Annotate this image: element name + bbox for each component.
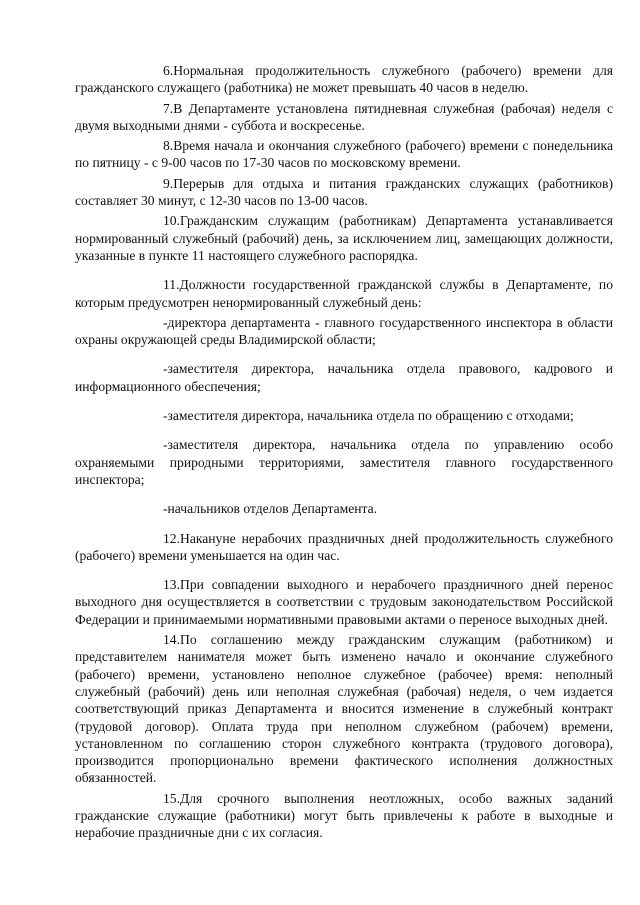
paragraph-text: По соглашению между гражданским служащим (работником) и представителем нанимателя может быть изменено начало и окончание служебного (рабочего) времени, установлено неполное служебное (рабочее) время: неполный служебный (рабочий) день или неполная служебная (рабочая) неделя, о чем издается соответствующий приказ Департамента и вносится изменение в служебный контракт (трудовой договор). Оплата труда при неполном служебном (рабочем) времени, установленном по соглашению сторон служебного контракта (трудового договора), производится пропорционально времени фактического исполнения должностных обязанностей. bbox=[75, 632, 613, 786]
paragraph-text: Накануне нерабочих праздничных дней продолжительность служебного (рабочего) времени уменьшается на один час. bbox=[75, 530, 613, 563]
paragraph-text: Нормальная продолжительность служебного (рабочего) времени для гражданского служащего (работника) не может превышать 40 часов в неделю. bbox=[75, 63, 613, 96]
list-item-text: начальников отделов Департамента. bbox=[167, 501, 378, 517]
paragraph-12 bbox=[75, 530, 613, 565]
paragraph-number: 15. bbox=[163, 790, 180, 806]
paragraph-14 bbox=[75, 631, 613, 787]
list-dash: - bbox=[163, 501, 168, 517]
list-dash: - bbox=[163, 314, 168, 330]
paragraph-13 bbox=[75, 576, 613, 628]
paragraph-number: 14. bbox=[163, 632, 180, 648]
list-dash: - bbox=[163, 408, 168, 424]
paragraph-number: 9. bbox=[163, 175, 174, 191]
list-item-director bbox=[75, 314, 613, 349]
paragraph-6 bbox=[75, 62, 613, 97]
paragraph-9 bbox=[75, 175, 613, 210]
paragraph-text: Время начала и окончания служебного (рабочего) времени с понедельника по пятницу - с 9-00 часов по 17-30 часов по московскому времени. bbox=[75, 138, 613, 171]
list-item-text: заместителя директора, начальника отдела по управлению особо охраняемыми природными территориями, заместителя главного государственного инспектора; bbox=[75, 437, 613, 487]
paragraph-number: 6. bbox=[163, 63, 174, 78]
paragraph-number: 13. bbox=[163, 577, 180, 593]
paragraph-number: 12. bbox=[163, 530, 180, 546]
list-item-text: директора департамента - главного государственного инспектора в области охраны окружающей среды Владимирской области; bbox=[75, 314, 613, 348]
list-item-deputy-waste bbox=[75, 407, 613, 424]
paragraph-text: Перерыв для отдыха и питания гражданских служащих (работников) составляет 30 минут, с 12-30 часов по 13-00 часов. bbox=[75, 175, 613, 209]
list-item-deputy-legal bbox=[75, 360, 613, 395]
paragraph-text: Для срочного выполнения неотложных, особо важных заданий гражданские служащие (работники) могут быть привлечены к работе в выходные и нерабочие праздничные дни с их согласия. bbox=[75, 790, 613, 841]
paragraph-number: 10. bbox=[163, 213, 180, 229]
paragraph-15 bbox=[75, 790, 613, 842]
paragraph-text: В Департаменте установлена пятидневная служебная (рабочая) неделя с двумя выходными днями - суббота и воскресенье. bbox=[75, 100, 613, 133]
paragraph-number: 8. bbox=[163, 138, 174, 154]
list-item-text: заместителя директора, начальника отдела правового, кадрового и информационного обеспечения; bbox=[75, 361, 613, 394]
paragraph-8 bbox=[75, 137, 613, 172]
paragraph-text: Должности государственной гражданской службы в Департаменте, по которым предусмотрен ненормированный служебный день: bbox=[75, 277, 613, 310]
paragraph-number: 7. bbox=[163, 100, 174, 116]
list-dash: - bbox=[163, 437, 168, 453]
list-item-text: заместителя директора, начальника отдела по обращению с отходами; bbox=[167, 408, 574, 424]
list-item-department-heads bbox=[75, 500, 613, 517]
paragraph-10 bbox=[75, 212, 613, 264]
paragraph-text: Гражданским служащим (работникам) Департамента устанавливается нормированный служебный (рабочий) день, за исключением лиц, замещающих должности, указанные в пункте 11 настоящего служебного распорядка. bbox=[75, 213, 613, 263]
paragraph-number: 11. bbox=[163, 277, 180, 293]
paragraph-text: При совпадении выходного и нерабочего праздничного дней перенос выходного дня осуществляется в соответствии с трудовым законодательством Российской Федерации и принимаемыми нормативными правовыми актами о переносе выходных дней. bbox=[75, 577, 613, 627]
list-dash: - bbox=[163, 361, 168, 377]
paragraph-7 bbox=[75, 100, 613, 135]
document-page bbox=[75, 62, 613, 845]
list-item-deputy-protected-areas bbox=[75, 436, 613, 488]
paragraph-11 bbox=[75, 276, 613, 311]
